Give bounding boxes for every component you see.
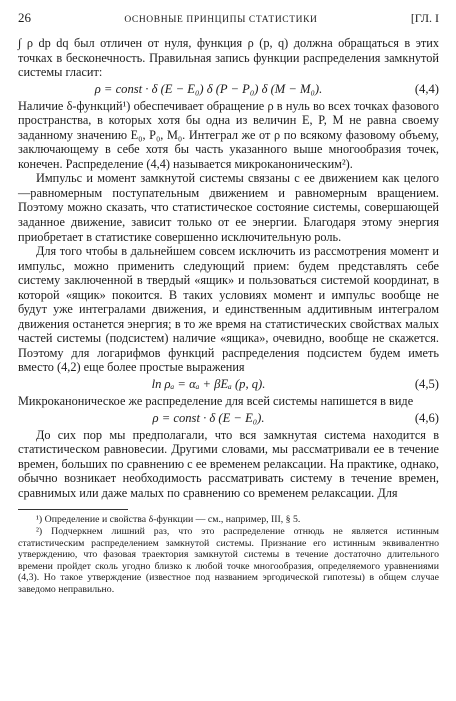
- equation-4-4-body: ρ = const · δ (E − E₀) δ (P − P₀) δ (M − M₀).: [94, 81, 323, 96]
- equation-4-5: [18, 375, 439, 394]
- paragraph-5: Микроканоническое же распределение для всей системы напишется в виде: [18, 394, 414, 409]
- chapter-marker: [ГЛ. I: [410, 11, 439, 25]
- equation-4-6-body: ρ = const · δ (E − E₀).: [152, 410, 265, 425]
- equation-4-4-number: (4,4): [414, 81, 439, 96]
- paragraph-2: Наличие δ-функций¹) обеспечивает обращение ρ в нуль во всех точках фазового пространства, в которых хотя бы одна из величин E, P, M не равна своему заданному значению E₀, P₀, M₀. Интеграл же от ρ по всякому фазовому объему, заключающему в себе хотя бы часть указанного выше многообразия точек, конечен. Распределение (4,4) называется микроканоническим²).: [18, 98, 439, 171]
- running-title: ОСНОВНЫЕ ПРИНЦИПЫ СТАТИСТИКИ: [124, 15, 318, 25]
- equation-4-4: [18, 80, 439, 99]
- equation-4-6: [18, 409, 439, 428]
- footnote-1: ¹) Определение и свойства δ-функции — см., например, III, § 5.: [36, 514, 301, 526]
- footnote-divider: [18, 509, 128, 510]
- page-number: 26: [18, 10, 31, 25]
- paragraph-1: ∫ ρ dp dq был отличен от нуля, функция ρ (p, q) должна обращаться в этих точках в бесконечность. Правильная запись функции распределения замкнутой системы гласит:: [18, 36, 439, 80]
- footnote-2: ²) Подчеркнем лишний раз, что это распределение отнюдь не является истинным статистическим распределением замкнутой системы. Признание его истинным эквивалентно утверждению, что фазовая траектория замкнутой системы в течение достаточно длительного времени пройдет сколь угодно близко к любой точке многообразия, определяемого уравнениями (4,3). Но такое утверждение (известное под названием эргодической гипотезы) в общем случае заведомо неправильно.: [18, 525, 439, 595]
- page-header: [18, 10, 439, 30]
- equation-4-6-number: (4,6): [414, 410, 439, 425]
- equation-4-5-body: ln ρₐ = αₐ + βEₐ (p, q).: [151, 377, 266, 392]
- paragraph-3: Импульс и момент замкнутой системы связаны с ее движением как целого—равномерным поступательным движением и равномерным вращением. Поэтому можно сказать, что статистическое состояние системы, совершающей заданное движение, зависит только от ее энергии. Благодаря этому энергия приобретает в статистике совершенно исключительную роль.: [18, 171, 439, 244]
- paragraph-6: До сих пор мы предполагали, что вся замкнутая система находится в статистическом равновесии. Другими словами, мы рассматривали ее в течение времен, больших по сравнению с ее временем релаксации. На практике, однако, обычно возникает необходимость рассматривать систему в течение времен, сравнимых или даже малых по сравнению со временем релаксации. Для: [18, 427, 439, 500]
- paragraph-4: Для того чтобы в дальнейшем совсем исключить из рассмотрения момент и импульс, можно применить следующий прием: будем представлять себе систему заключенной в твердый «ящик» и пользоваться системой координат, в которой «ящик» покоится. В таких условиях момент и импульс вообще не будут уже интегралами движения, и единственным аддитивным интегралом движения останется энергия; в то же время на статистических свойствах малых частей системы (подсистем) наличие «ящика», очевидно, вообще не скажется. Поэтому для логарифмов функций распределения подсистем будем иметь вместо (4,2) еще более простые выражения: [18, 244, 439, 375]
- equation-4-5-number: (4,5): [414, 377, 439, 392]
